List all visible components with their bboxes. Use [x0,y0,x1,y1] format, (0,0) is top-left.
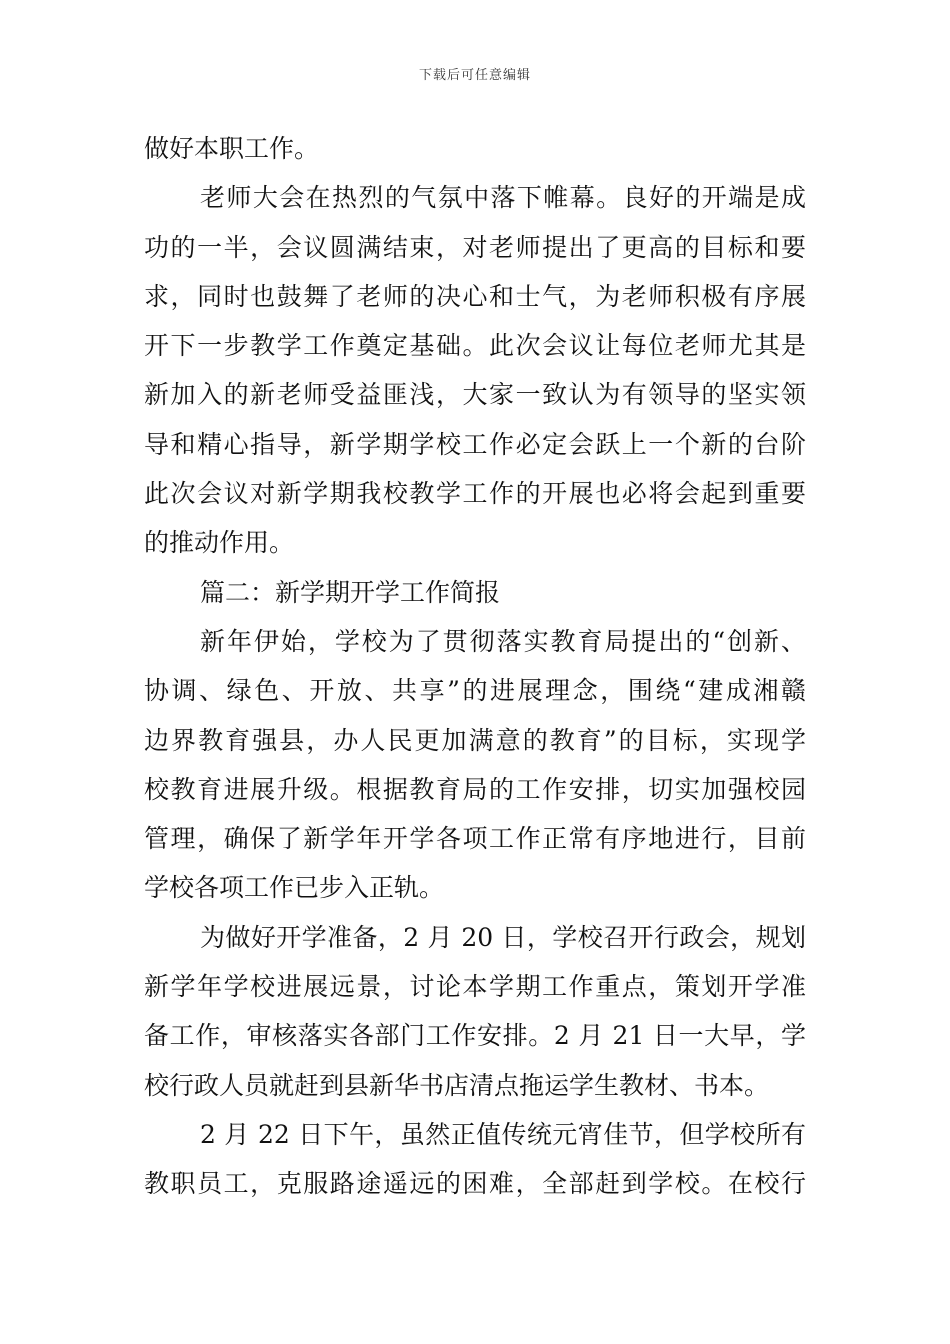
text-line: 功的一半，会议圆满结束，对老师提出了更高的目标和要 [144,232,806,262]
text-line: 学校各项工作已步入正轨。 [144,873,445,903]
text-line: 开下一步教学工作奠定基础。此次会议让每位老师尤其是 [144,331,806,361]
text-line: 求，同时也鼓舞了老师的决心和士气，为老师积极有序展 [144,281,806,311]
text-line: 校行政人员就赶到县新华书店清点拖运学生教材、书本。 [144,1070,770,1100]
text-line: 篇二：新学期开学工作简报 [200,577,501,607]
text-line: 校教育进展升级。根据教育局的工作安排，切实加强校园 [144,774,806,804]
text-line: 导和精心指导，新学期学校工作必定会跃上一个新的台阶 [144,429,806,459]
text-line: 备工作，审核落实各部门工作安排。2 月 21 日一大早，学 [144,1021,806,1051]
document-body [144,124,806,1209]
text-line: 此次会议对新学期我校教学工作的开展也必将会起到重要 [144,479,806,509]
text-line: 新年伊始，学校为了贯彻落实教育局提出的“创新、 [200,626,806,656]
text-line: 教职员工，克服路途遥远的困难，全部赶到学校。在校行 [144,1169,806,1199]
text-line: 协调、绿色、开放、共享”的进展理念，围绕“建成湘赣 [144,676,806,706]
text-line: 管理，确保了新学年开学各项工作正常有序地进行，目前 [144,824,806,854]
text-line: 做好本职工作。 [144,134,320,163]
text-line: 老师大会在热烈的气氛中落下帷幕。良好的开端是成 [200,183,806,213]
text-line: 为做好开学准备，2 月 20 日，学校召开行政会，规划 [200,922,806,952]
text-line: 新加入的新老师受益匪浅，大家一致认为有领导的坚实领 [144,380,806,410]
text-line: 新学年学校进展远景，讨论本学期工作重点，策划开学准 [144,972,806,1002]
text-line: 2 月 22 日下午，虽然正值传统元宵佳节，但学校所有 [200,1119,806,1149]
text-line: 边界教育强县，办人民更加满意的教育”的目标，实现学 [144,725,806,755]
text-line: 的推动作用。 [144,528,295,558]
page-header-note: 下载后可任意编辑 [418,68,531,83]
